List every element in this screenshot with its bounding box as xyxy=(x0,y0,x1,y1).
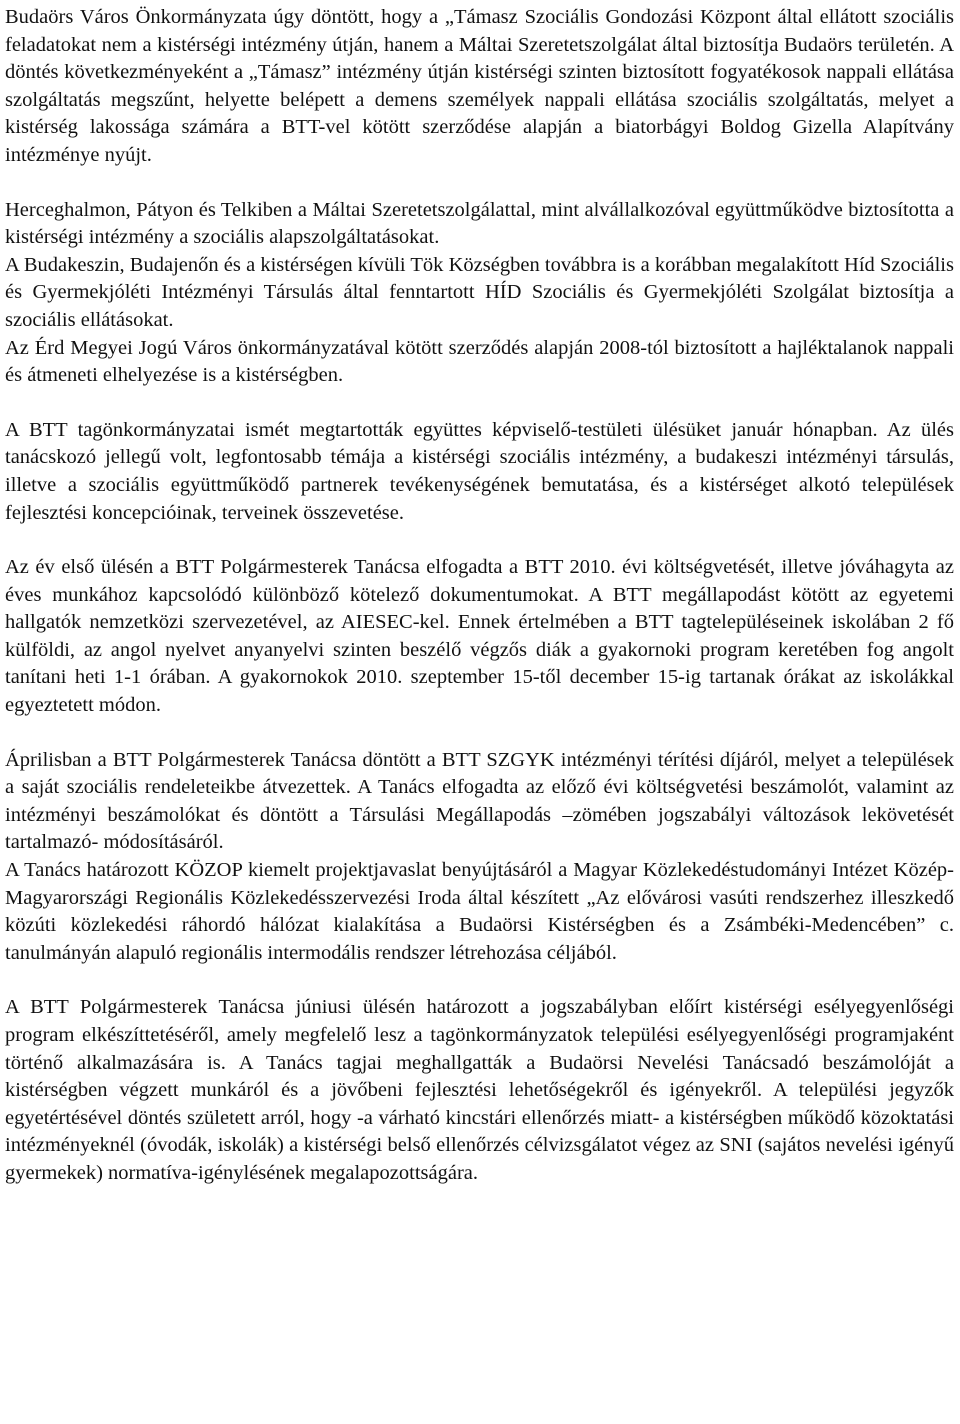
paragraph-erd-hajlektalan: Az Érd Megyei Jogú Város önkormányzatával kötött szerződés alapján 2008-tól biztosított a hajléktalanok nappali és átmeneti elhelyezése is a kistérségben. xyxy=(5,336,954,387)
paragraph-herceghalom: Herceghalmon, Pátyon és Telkiben a Máltai Szeretetszolgálattal, mint alvállalkozóval együttműködve biztosította a kistérségi intézmény a szociális alapszolgáltatásokat. xyxy=(5,198,954,249)
paragraph-kozop-projekt: A Tanács határozott KÖZOP kiemelt projektjavaslat benyújtásáról a Magyar Közlekedéstudományi Intézet Közép-Magyarországi Regionális Közlekedésszervezési Iroda által készített „Az elővárosi vasúti rendszerhez illeszkedő közúti közlekedési ráhordó hálózat kialakítása a Budaörsi Kistérségben és a Zsámbéki-Medencében” c. tanulmányán alapuló regionális intermodális rendszer létrehozása céljából. xyxy=(5,859,954,964)
document-page xyxy=(5,4,954,1188)
paragraph-januar-ules: A BTT tagönkormányzatai ismét megtartották együttes képviselő-testületi ülésüket január hónapban. Az ülés tanácskozó jellegű volt, legfontosabb témája a kistérségi szociális intézmény, a budakeszi intézményi társulás, illetve a szociális együttműködő partnerek tevékenységének bemutatása, és a kistérséget alkotó települések fejlesztési koncepcióinak, terveinek összevetése. xyxy=(5,418,954,524)
paragraph-aprilis-dontes: Áprilisban a BTT Polgármesterek Tanácsa döntött a BTT SZGYK intézményi térítési díjáról, melyet a települések a saját szociális rendeleteikbe átvezettek. A Tanács elfogadta az előző évi költségvetési beszámolót, valamint az intézményi beszámolókat és döntött a Társulási Megállapodás –zömében jogszabályi változások lekövetését tartalmazó- módosításáról. xyxy=(5,748,954,854)
paragraph-budaors-maltai: Budaörs Város Önkormányzata úgy döntött, hogy a „Támasz Szociális Gondozási Központ által ellátott szociális feladatokat nem a kistérségi intézmény útján, hanem a Máltai Szeretetszolgálat által biztosítja Budaörs területén. A döntés következményeként a „Támasz” intézmény útján kistérségi szinten biztosított fogyatékosok nappali ellátása szolgáltatás megszűnt, helyette belépett a demens személyek nappali ellátása szociális szolgáltatás, melyet a kistérség lakossága számára a BTT-vel kötött szerződése alapján a biatorbágyi Boldog Gizella Alapítvány intézménye nyújt. xyxy=(5,6,954,166)
paragraph-elso-ules-aiesec: Az év első ülésén a BTT Polgármesterek Tanácsa elfogadta a BTT 2010. évi költségvetését, illetve jóváhagyta az éves munkához kapcsolódó különböző kötelező dokumentumokat. A BTT megállapodást kötött az egyetemi hallgatók nemzetközi szervezetével, az AIESEC-kel. Ennek értelmében a BTT tagtelepüléseinek iskolában 2 fő külföldi, az angol nyelvet anyanyelvi szinten beszélő végzős diák a gyakornoki program keretében fog angolt tanítani heti 1-1 órában. A gyakornokok 2010. szeptember 15-től december 15-ig tartanak órákat az iskolákkal egyeztetett módon. xyxy=(5,556,954,717)
paragraph-junius-ules: A BTT Polgármesterek Tanácsa júniusi ülésén határozott a jogszabályban előírt kistérségi esélyegyenlőségi program elkészíttetéséről, amely megfelelő lesz a tagönkormányzatok települési esélyegyenlőségi programjaként történő alkalmazására is. A Tanács tagjai meghallgatták a Budaörsi Nevelési Tanácsadó beszámolóját a kistérségben végzett munkáról és a jövőbeni fejlesztési lehetőségekről és igényekről. A települési jegyzők egyetértésével döntés született arról, hogy -a várható kincstári ellenőrzés miatt- a kistérségben működő közoktatási intézményeknél (óvodák, iskolák) a kistérségi belső ellenőrzés célvizsgálatot végez az SNI (sajátos nevelési igényű gyermekek) normatíva-igénylésének megalapozottságára. xyxy=(5,996,954,1184)
paragraph-budakeszi-hid: A Budakeszin, Budajenőn és a kistérségen kívüli Tök Községben továbbra is a korábban megalakított Híd Szociális és Gyermekjóléti Intézményi Társulás által fenntartott HÍD Szociális és Gyermekjóléti Szolgálat biztosítja a szociális ellátásokat. xyxy=(5,253,954,331)
